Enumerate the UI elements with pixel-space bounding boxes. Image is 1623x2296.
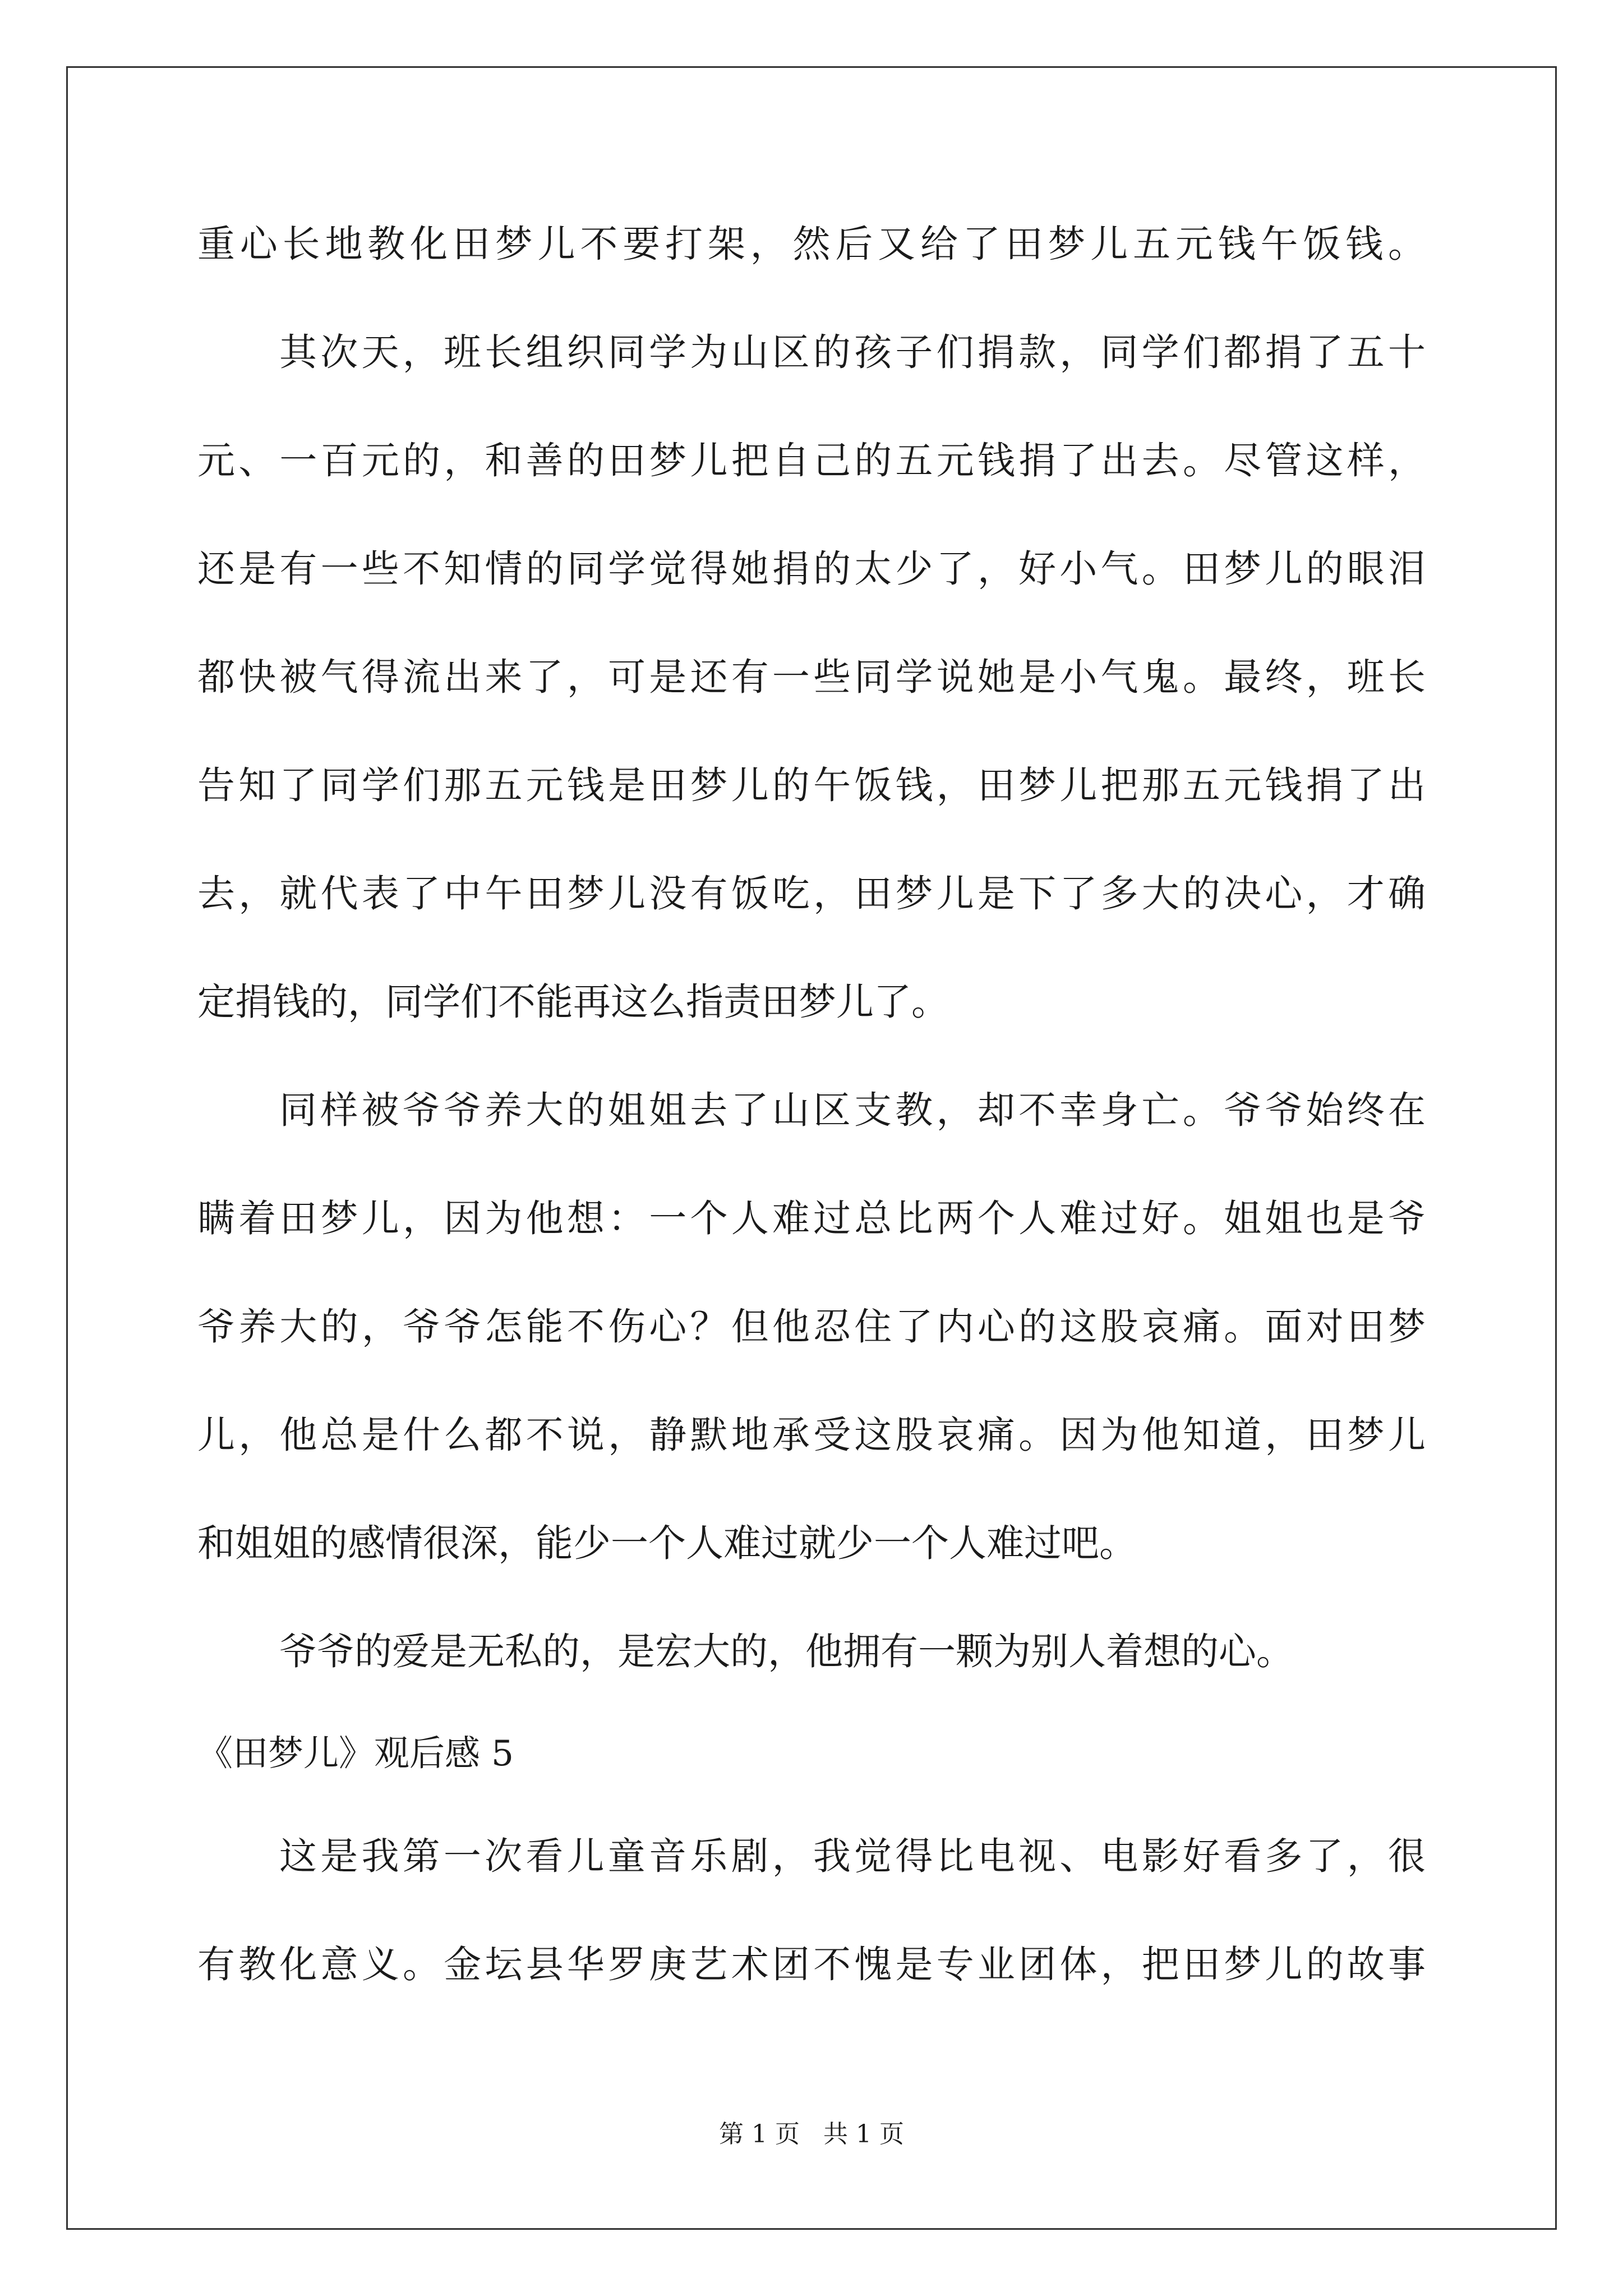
text-line: 告知了同学们那五元钱是田梦儿的午饭钱，田梦儿把那五元钱捐了出 [197,763,1426,807]
text-line: 这是我第一次看儿童音乐剧，我觉得比电视、电影好看多了，很 [279,1834,1426,1878]
text-line: 其次天，班长组织同学为山区的孩子们捐款，同学们都捐了五十 [279,330,1426,374]
text-line: 和姐姐的感情很深，能少一个人难过就少一个人难过吧。 [197,1521,1137,1565]
text-line: 还是有一些不知情的同学觉得她捐的太少了，好小气。田梦儿的眼泪 [197,547,1426,591]
text-line: 爷养大的，爷爷怎能不伤心？但他忍住了内心的这股哀痛。面对田梦 [197,1305,1426,1349]
text-line: 去，就代表了中午田梦儿没有饭吃，田梦儿是下了多大的决心，才确 [197,872,1426,915]
text-line: 瞒着田梦儿，因为他想：一个人难过总比两个人难过好。姐姐也是爷 [197,1197,1426,1240]
text-line: 重心长地教化田梦儿不要打架，然后又给了田梦儿五元钱午饭钱。 [197,222,1426,266]
text-line: 都快被气得流出来了，可是还有一些同学说她是小气鬼。最终，班长 [197,655,1426,699]
section-heading: 《田梦儿》观后感 5 [197,1733,514,1774]
text-line: 有教化意义。金坛县华罗庚艺术团不愧是专业团体，把田梦儿的故事 [197,1943,1426,1986]
text-line: 儿，他总是什么都不说，静默地承受这股哀痛。因为他知道，田梦儿 [197,1413,1426,1457]
text-line: 爷爷的爱是无私的，是宏大的，他拥有一颗为别人着想的心。 [279,1630,1294,1673]
text-line: 定捐钱的，同学们不能再这么指责田梦儿了。 [197,980,949,1024]
text-line: 元、一百元的，和善的田梦儿把自己的五元钱捐了出去。尽管这样， [197,439,1426,482]
page-number-footer: 第 1 页 共 1 页 [719,2120,904,2148]
page-border [66,66,1557,2230]
text-line: 同样被爷爷养大的姐姐去了山区支教，却不幸身亡。爷爷始终在 [279,1088,1426,1132]
